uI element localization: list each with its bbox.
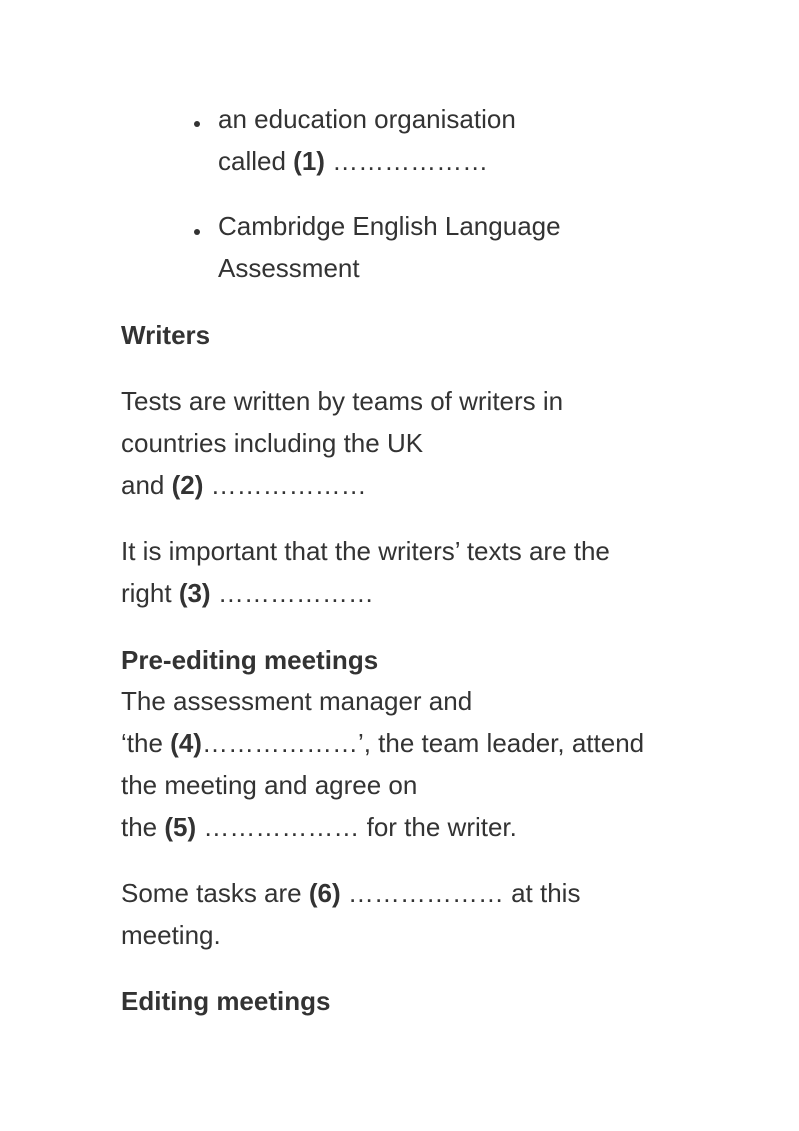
- section-heading-pre-editing: Pre-editing meetings: [121, 645, 379, 675]
- writers-p2-line-1: It is important that the writers’ texts are the: [121, 536, 610, 566]
- gap-number-4: (4): [170, 728, 202, 758]
- pre-editing-line-4: the (5) ……………… for the writer.: [121, 812, 517, 842]
- answer-blank-6: ……………… at this: [340, 878, 581, 908]
- answer-blank-4: ………………’, the team leader, attend: [201, 728, 645, 758]
- bullet-2-line-2: Assessment: [218, 253, 360, 283]
- answer-blank-2: ………………: [203, 470, 367, 500]
- pre-editing-line-3: the meeting and agree on: [121, 770, 418, 800]
- section-heading-editing: Editing meetings: [121, 986, 331, 1016]
- gap-number-6: (6): [308, 878, 341, 908]
- gap-number-1: (1): [293, 146, 325, 176]
- pre-editing-p2-line-1: Some tasks are (6) ……………… at this: [121, 878, 581, 908]
- bullet-point-icon: [194, 121, 200, 127]
- writers-p1-line-1: Tests are written by teams of writers in: [121, 386, 564, 416]
- pre-editing-line-2: ‘the (4)………………’, the team leader, attend: [121, 728, 645, 758]
- answer-blank-3: ………………: [210, 578, 374, 608]
- answer-blank-1: ………………: [324, 146, 489, 176]
- writers-p1-line-3: and (2) ………………: [121, 470, 367, 500]
- gap-number-2: (2): [171, 470, 204, 500]
- gap-number-5: (5): [164, 812, 197, 842]
- answer-blank-5: ……………… for the writer.: [196, 812, 517, 842]
- gap-number-3: (3): [178, 578, 211, 608]
- bullet-1-line-2: called (1) ………………: [218, 146, 489, 176]
- bullet-1-line-1: an education organisation: [218, 104, 516, 134]
- pre-editing-line-1: The assessment manager and: [121, 686, 473, 716]
- bullet-point-icon: [194, 229, 200, 235]
- writers-p2-line-2: right (3) ………………: [121, 578, 374, 608]
- section-heading-writers: Writers: [121, 320, 211, 350]
- bullet-2-line-1: Cambridge English Language: [218, 211, 561, 241]
- pre-editing-p2-line-2: meeting.: [121, 920, 221, 950]
- writers-p1-line-2: countries including the UK: [121, 428, 424, 458]
